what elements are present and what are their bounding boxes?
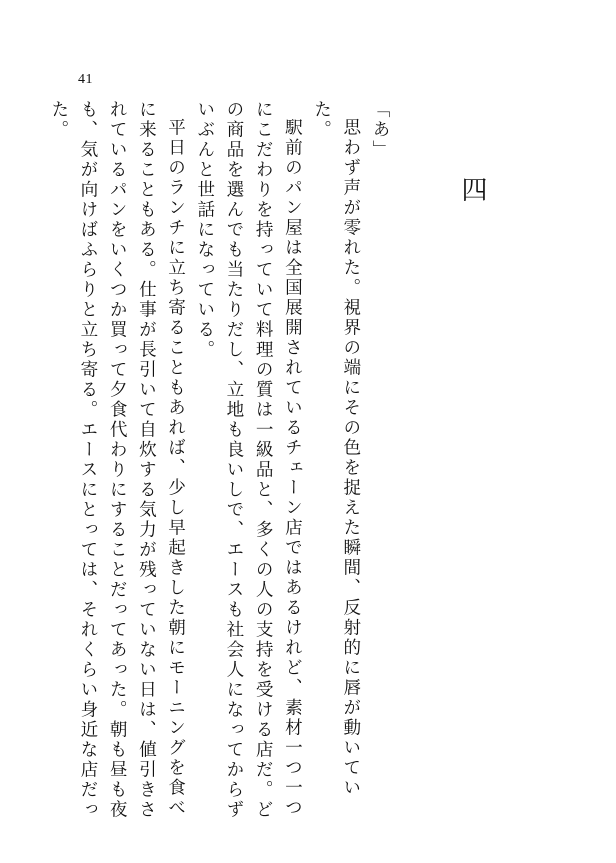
- dialogue-line: 「あ」: [370, 100, 390, 160]
- page-number: 41: [78, 72, 93, 87]
- body-text: [44, 100, 394, 820]
- paragraph-1: 思わず声が零れた。視界の端にその色を捉えた瞬間、反射的に唇が動いていた。: [311, 100, 361, 798]
- paragraph-2: 駅前のパン屋は全国展開されているチェーン店ではあるけれど、素材一つ一つにこだわりを持っていて料理の質は一級品と、多くの人の支持を受ける店だ。どの商品を選んでも当たりだし、立地も良いしで、エースも社会人になってからずいぶんと世話になっている。: [194, 100, 303, 820]
- chapter-heading: 四: [457, 176, 487, 202]
- paragraph-3: 平日のランチに立ち寄ることもあれば、少し早起きした朝にモーニングを食べに来ることもある。仕事が長引いて自炊する気力が残っていない日は、値引きされているパンをいくつか買って夕食代わりにすることだってあった。朝も昼も夜も、気が向けばふらりと立ち寄る。エースにとっては、それくらい身近な店だった。: [48, 100, 186, 820]
